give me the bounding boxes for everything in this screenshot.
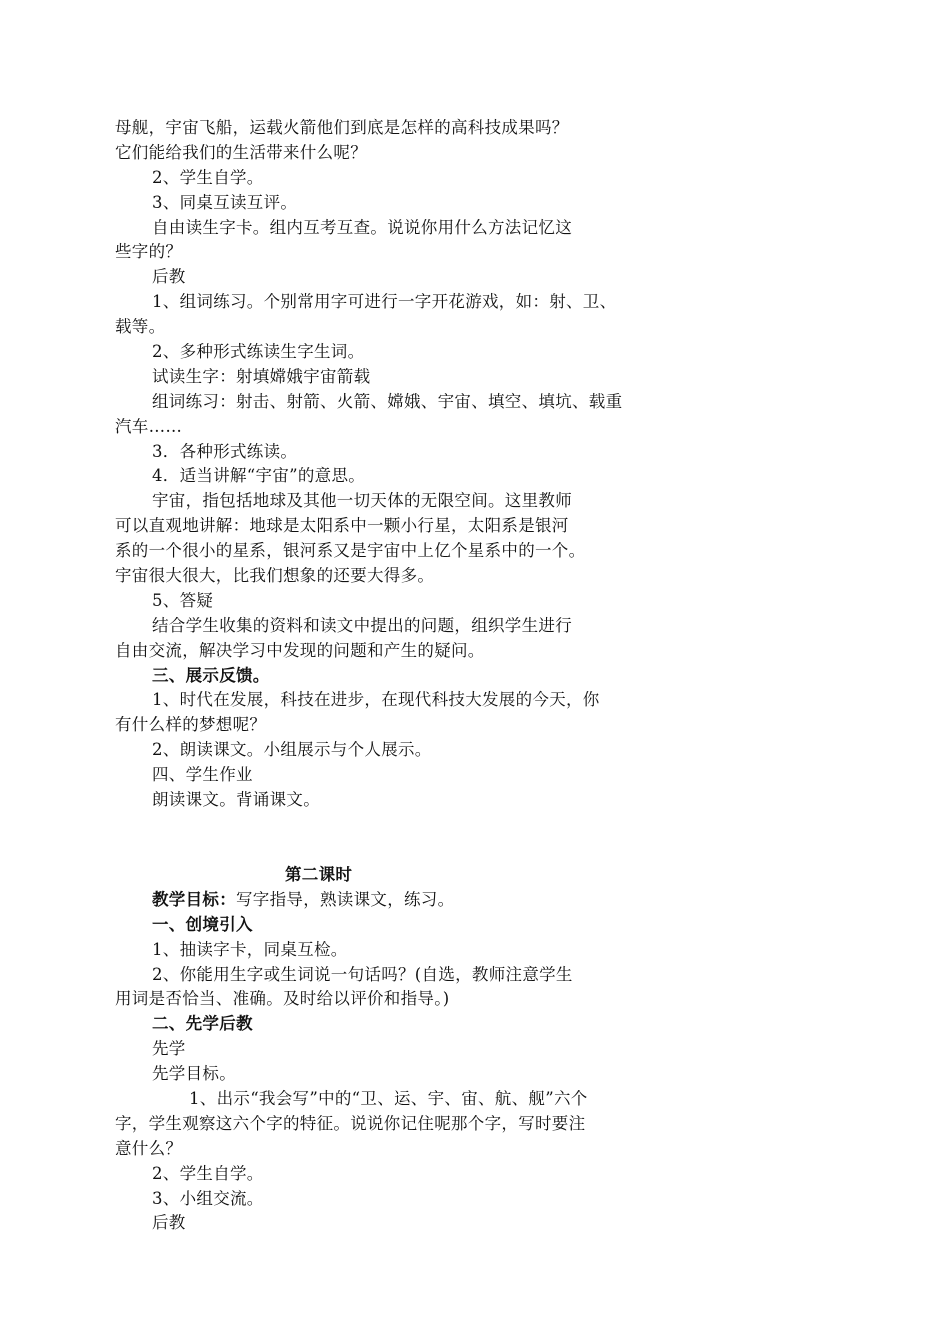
- section-title: 第二课时: [285, 864, 353, 884]
- text-line: 朗读课文。背诵课文。: [152, 790, 320, 810]
- text-line: 3、同桌互读互评。: [152, 192, 298, 212]
- text-line: 系的一个很小的星系，银河系又是宇宙中上亿个星系中的一个。: [115, 541, 586, 561]
- text-line: 结合学生收集的资料和读文中提出的问题，组织学生进行: [152, 615, 572, 635]
- text-line: 1、时代在发展，科技在进步，在现代科技大发展的今天，你: [152, 690, 600, 710]
- text-line: 2、朗读课文。小组展示与个人展示。: [152, 740, 432, 760]
- text-line: 2、学生自学。: [152, 167, 264, 187]
- objective-text: 写字指导，熟读课文，练习。: [236, 889, 455, 909]
- section-gap: [115, 813, 645, 863]
- text-line: 试读生字：射填嫦娥宇宙箭载: [152, 366, 371, 386]
- text-line: 自由交流，解决学习中发现的问题和产生的疑问。: [115, 640, 485, 660]
- objective-label: 教学目标：: [152, 889, 236, 909]
- section-heading: 三、展示反馈。: [152, 665, 270, 685]
- text-line: 四、学生作业: [152, 765, 253, 785]
- text-line: 宇宙，指包括地球及其他一切天体的无限空间。这里教师: [152, 491, 572, 511]
- text-line: 它们能给我们的生活带来什么呢？: [115, 142, 367, 162]
- text-line: 后教: [152, 1213, 186, 1233]
- text-line: 5、答疑: [152, 590, 214, 610]
- section-heading: 二、先学后教: [152, 1014, 253, 1034]
- text-line: 母舰，宇宙飞船，运载火箭他们到底是怎样的高科技成果吗？: [115, 118, 569, 137]
- text-line: 些字的？: [115, 242, 183, 262]
- text-line: 3、小组交流。: [152, 1188, 264, 1208]
- text-line: 先学: [152, 1039, 186, 1059]
- document-page: [115, 116, 645, 1236]
- text-line: 意什么？: [115, 1138, 183, 1158]
- text-line: 汽车……: [115, 416, 183, 436]
- text-line: 2、多种形式练读生字生词。: [152, 342, 365, 362]
- section-heading: 一、创境引入: [152, 914, 253, 934]
- text-line: 2、你能用生字或生词说一句话吗？(自选，教师注意学生: [152, 964, 573, 984]
- text-line: 自由读生字卡。组内互考互查。说说你用什么方法记忆这: [152, 217, 572, 237]
- text-line: 宇宙很大很大，比我们想象的还要大得多。: [115, 566, 435, 586]
- text-line: 4．适当讲解“宇宙”的意思。: [152, 466, 366, 486]
- text-line: 用词是否恰当、准确。及时给以评价和指导。): [115, 989, 450, 1009]
- text-line: 有什么样的梦想呢？: [115, 715, 267, 735]
- text-line: 字，学生观察这六个字的特征。说说你记住呢那个字，写时要注: [115, 1113, 586, 1133]
- text-line: 组词练习：射击、射箭、火箭、嫦娥、宇宙、填空、填坑、载重: [152, 391, 623, 411]
- text-line: 1、出示“我会写”中的“卫、运、宇、宙、航、舰”六个: [189, 1088, 588, 1108]
- text-line: 可以直观地讲解：地球是太阳系中一颗小行星，太阳系是银河: [115, 516, 569, 536]
- text-line: 载等。: [115, 317, 166, 337]
- text-line: 1、组词练习。个别常用字可进行一字开花游戏，如：射、卫、: [152, 292, 617, 312]
- text-line: 后教: [152, 267, 186, 287]
- text-line: 3．各种形式练读。: [152, 441, 298, 461]
- document-body-part2: [115, 913, 645, 1237]
- teaching-objective: [115, 888, 645, 913]
- text-line: 2、学生自学。: [152, 1163, 264, 1183]
- text-line: 1、抽读字卡，同桌互检。: [152, 939, 348, 959]
- document-body-part1: [115, 116, 645, 813]
- text-line: 先学目标。: [152, 1064, 236, 1084]
